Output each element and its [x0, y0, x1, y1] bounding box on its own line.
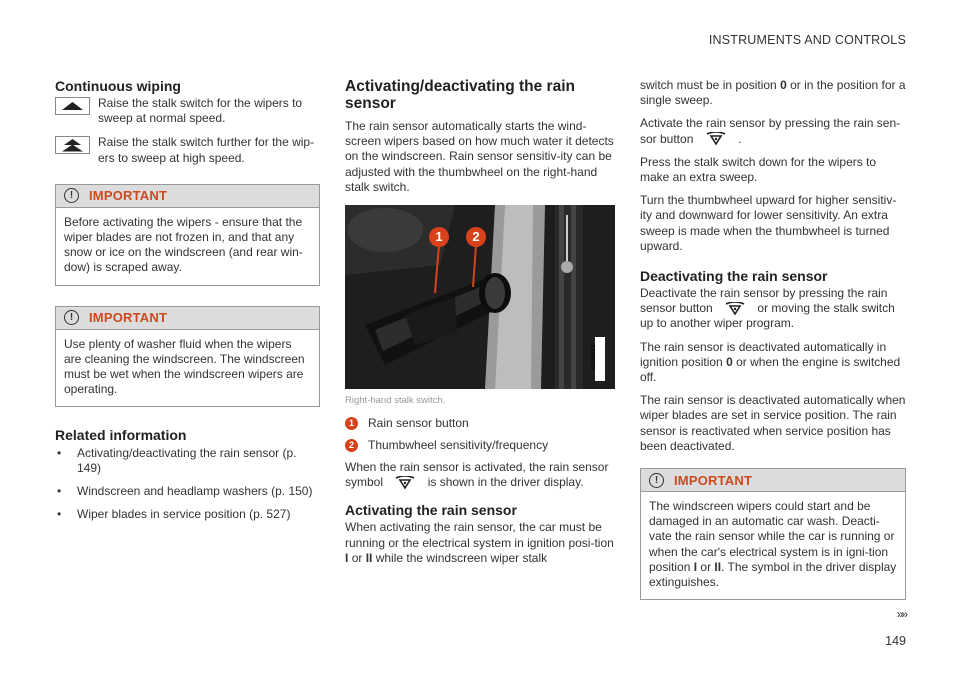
- wiper-normal-speed-icon: [55, 97, 90, 115]
- position-text: switch must be in position 0 or in the position for a single sweep.: [640, 78, 906, 108]
- wiper-high-speed-icon: [55, 136, 90, 154]
- important-box-3: [640, 468, 906, 600]
- rain-sensor-icon: [705, 132, 727, 146]
- important-exclamation-icon: !: [64, 310, 79, 325]
- important-box-1: [55, 184, 320, 286]
- callout-2-badge: 2: [345, 439, 358, 452]
- related-link[interactable]: • Activating/deactivating the rain sensor (p. 149): [55, 446, 320, 476]
- extra-sweep-text: Press the stalk switch down for the wipers to make an extra sweep.: [640, 154, 877, 185]
- auto-deactivate-ignition-text: The rain sensor is deactivated automatically in ignition position 0 or when the engine is switched off.: [640, 339, 901, 385]
- important-box-2: [55, 306, 320, 408]
- continuous-wiping-heading: Continuous wiping: [55, 78, 181, 94]
- important-exclamation-icon: !: [64, 188, 79, 203]
- important-header: [641, 469, 905, 492]
- column-left: [55, 78, 320, 530]
- legend-1-text: Rain sensor button: [368, 416, 469, 431]
- important-header: [56, 185, 319, 208]
- important-text: Use plenty of washer fluid when the wipers are cleaning the windscreen. The windscreen must be wet when the windscreen wipers are operating.: [64, 336, 305, 397]
- important-title: IMPORTANT: [674, 472, 753, 488]
- photo-caption: Right-hand stalk switch.: [345, 395, 446, 407]
- section-header: INSTRUMENTS AND CONTROLS: [708, 33, 906, 47]
- rain-sensor-intro: The rain sensor automatically starts the wind-screen wipers based on how much water it detects on the windscreen. Rain sensor sensitiv-ity can be adjusted with the thumbwheel on the right-hand stalk switch.: [345, 119, 614, 194]
- related-information: [55, 427, 320, 522]
- thumbwheel-text: Turn the thumbwheel upward for higher sensitiv-ity and downward for lower sensitivity. An extra sweep is made when the thumbwheel is turned upward.: [640, 193, 897, 253]
- important-text: The windscreen wipers could start and be damaged in an automatic car wash. Deacti-vate the rain sensor while the car is running or when the car's electrical system is in igni-tion position I or II. The symbol in the driver display extinguishes.: [649, 499, 897, 590]
- important-header: [56, 307, 319, 330]
- activating-heading: Activating the rain sensor: [345, 502, 517, 519]
- related-list: [55, 446, 320, 522]
- rain-sensor-icon: [724, 302, 746, 316]
- callout-2-marker: 2: [466, 227, 486, 247]
- high-speed-text: Raise the stalk switch further for the wip-ers to sweep at high speed.: [98, 135, 315, 165]
- column-middle: [345, 78, 615, 574]
- high-speed-item: [55, 135, 320, 165]
- related-heading: Related information: [55, 427, 187, 444]
- activate-button-text: Activate the rain sensor by pressing the rain sen-sor button .: [640, 116, 901, 146]
- activating-text: When activating the rain sensor, the car must be running or the electrical system in ignition posi-tion I or II while the windscreen wiper stalk: [345, 520, 614, 565]
- column-right: [640, 78, 906, 620]
- legend-2-text: Thumbwheel sensitivity/frequency: [368, 438, 549, 453]
- important-text: Before activating the wipers - ensure that the wiper blades are not frozen in, and that any snow or ice on the windscreen (and rear win-dow) is scraped away.: [64, 214, 303, 275]
- auto-deactivate-service-text: The rain sensor is deactivated automatically when wiper blades are set in service position. The rain sensor is reactivated when service position has been deactivated.: [640, 393, 906, 453]
- normal-speed-item: [55, 96, 320, 126]
- rain-sensor-active-text: When the rain sensor is activated, the rain sensor symbol is shown in the driver display.: [345, 460, 609, 490]
- legend-item-1: [345, 416, 615, 430]
- important-exclamation-icon: !: [649, 473, 664, 488]
- deactivating-heading: Deactivating the rain sensor: [640, 268, 828, 285]
- legend-item-2: [345, 438, 615, 452]
- image-code: G058983: [591, 345, 597, 370]
- deactivate-text: Deactivate the rain sensor by pressing the rain sensor button or moving the stalk switch up to another wiper program.: [640, 286, 895, 331]
- stalk-switch-photo: [345, 205, 615, 389]
- continue-mark: »»: [896, 607, 906, 621]
- important-title: IMPORTANT: [89, 188, 168, 204]
- normal-speed-text: Raise the stalk switch for the wipers to sweep at normal speed.: [98, 96, 303, 126]
- callout-1-badge: 1: [345, 417, 358, 430]
- rain-sensor-icon: [394, 476, 416, 490]
- rain-sensor-heading: Activating/deactivating the rain sensor: [345, 78, 575, 112]
- related-link[interactable]: • Windscreen and headlamp washers (p. 150): [55, 484, 320, 499]
- important-title: IMPORTANT: [89, 310, 168, 326]
- callout-1-marker: 1: [429, 227, 449, 247]
- related-link[interactable]: • Wiper blades in service position (p. 527): [55, 507, 320, 522]
- page-number: 149: [885, 634, 906, 648]
